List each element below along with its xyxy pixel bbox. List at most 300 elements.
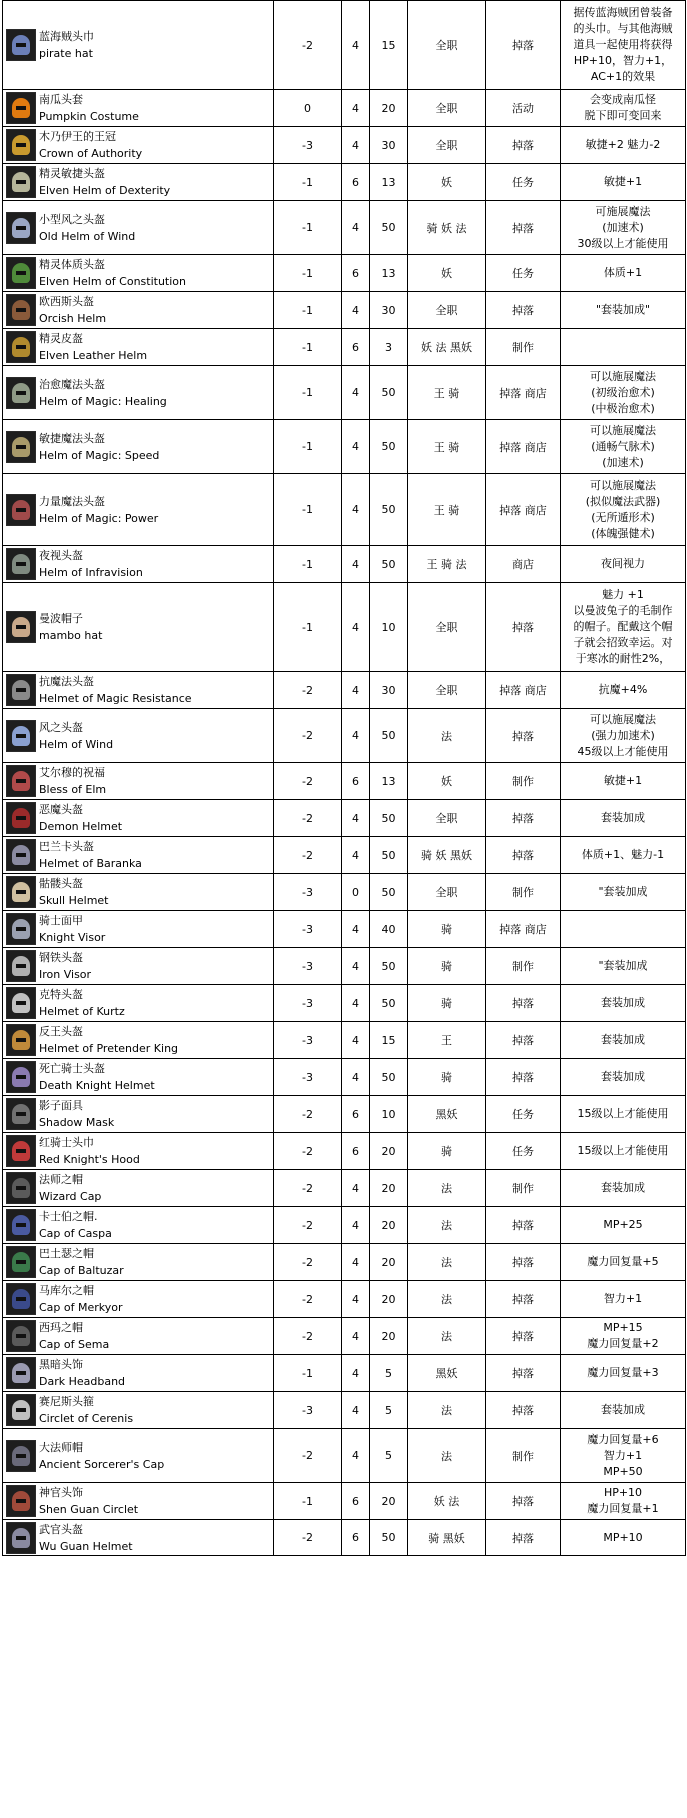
item-level-cell: 50 [370, 874, 408, 911]
item-class-cell: 骑 [408, 985, 486, 1022]
item-class-cell: 法 [408, 1281, 486, 1318]
item-value-cell: 4 [342, 366, 370, 420]
item-ac-cell: -1 [274, 474, 342, 546]
item-source-cell: 掉落 [486, 1059, 561, 1096]
effect-line: 敏捷+2 魅力-2 [585, 138, 661, 151]
item-english-name: Helm of Wind [39, 737, 114, 751]
item-class-cell: 法 [408, 1244, 486, 1281]
item-english-name: Elven Helm of Constitution [39, 275, 186, 288]
item-chinese-name: 巴兰卡头盔 [39, 840, 94, 853]
item-effect-cell [561, 1, 686, 90]
table-row [3, 164, 686, 201]
item-name-cell [3, 763, 274, 800]
item-class-cell: 全职 [408, 1, 486, 90]
item-class-cell: 全职 [408, 672, 486, 709]
item-english-name: Elven Helm of Dexterity [39, 184, 171, 197]
effect-line: MP+15 [603, 1321, 643, 1334]
item-chinese-name: 力量魔法头盔 [39, 494, 105, 508]
item-level-cell: 13 [370, 763, 408, 800]
item-english-name: Orcish Helm [39, 312, 107, 325]
table-row [3, 948, 686, 985]
effect-line: 30级以上才能使用 [577, 236, 669, 250]
item-effect-cell [561, 546, 686, 583]
pirate-hat-icon [6, 29, 36, 61]
item-effect-cell [561, 164, 686, 201]
item-source-cell: 掉落 商店 [486, 672, 561, 709]
item-name-cell [3, 672, 274, 709]
circlet-icon [6, 1394, 36, 1426]
item-ac-cell: -2 [274, 1096, 342, 1133]
item-class-cell: 妖 法 黑妖 [408, 329, 486, 366]
item-ac-cell: -1 [274, 1483, 342, 1520]
item-effect-cell [561, 1392, 686, 1429]
item-english-name: Circlet of Cerenis [39, 1412, 134, 1425]
item-name-cell [3, 1096, 274, 1133]
item-level-cell: 50 [370, 420, 408, 474]
item-chinese-name: 影子面具 [39, 1099, 83, 1112]
table-row [3, 1, 686, 90]
item-effect-cell [561, 911, 686, 948]
item-name-cell [3, 837, 274, 874]
item-value-cell: 4 [342, 911, 370, 948]
item-source-cell: 任务 [486, 1096, 561, 1133]
item-effect-cell [561, 1281, 686, 1318]
table-row [3, 366, 686, 420]
effect-line: AC+1的效果 [590, 70, 656, 83]
item-ac-cell: -3 [274, 1022, 342, 1059]
item-source-cell: 任务 [486, 164, 561, 201]
effect-line: 夜间视力 [601, 557, 645, 570]
effect-line: 抗魔+4% [598, 683, 648, 696]
orcish-helm-icon [6, 294, 36, 326]
table-row [3, 874, 686, 911]
item-value-cell: 6 [342, 1483, 370, 1520]
item-english-name: Cap of Baltuzar [39, 1264, 124, 1277]
item-effect-cell [561, 1429, 686, 1483]
item-value-cell: 4 [342, 1392, 370, 1429]
item-class-cell: 骑 妖 法 [408, 201, 486, 255]
item-source-cell: 掉落 [486, 1392, 561, 1429]
item-name-cell [3, 90, 274, 127]
table-row [3, 1483, 686, 1520]
item-source-cell: 掉落 [486, 1355, 561, 1392]
item-value-cell: 6 [342, 164, 370, 201]
item-chinese-name: 骑士面甲 [39, 914, 83, 927]
item-class-cell: 骑 黑妖 [408, 1520, 486, 1556]
effect-line: 据传蓝海贼团曾装备 [573, 6, 673, 19]
item-class-cell: 全职 [408, 583, 486, 672]
item-name-cell [3, 1355, 274, 1392]
kurtz-helm-icon [6, 987, 36, 1019]
item-chinese-name: 卡士伯之帽. [39, 1210, 98, 1223]
resistance-helm-icon [6, 674, 36, 706]
item-name-cell [3, 366, 274, 420]
item-ac-cell: -1 [274, 1355, 342, 1392]
item-class-cell: 全职 [408, 874, 486, 911]
elven-helm-icon [6, 257, 36, 289]
item-chinese-name: 木乃伊王的王冠 [39, 130, 116, 143]
effect-line: HP+10，智力+1， [573, 54, 673, 67]
item-source-cell: 商店 [486, 546, 561, 583]
pumpkin-icon [6, 92, 36, 124]
item-value-cell: 4 [342, 1281, 370, 1318]
item-class-cell: 骑 [408, 911, 486, 948]
effect-line: 敏捷+1 [603, 175, 643, 188]
item-class-cell: 王 骑 法 [408, 546, 486, 583]
item-class-cell: 全职 [408, 127, 486, 164]
item-english-name: Crown of Authority [39, 147, 143, 160]
item-name-cell [3, 474, 274, 546]
demon-helm-icon [6, 802, 36, 834]
effect-line: (加速术) [602, 220, 644, 234]
item-level-cell: 3 [370, 329, 408, 366]
effect-line: 的头巾。与其他海贼 [573, 22, 673, 35]
item-name-cell [3, 1022, 274, 1059]
item-english-name: Shen Guan Circlet [39, 1503, 139, 1516]
item-english-name: Red Knight's Hood [39, 1153, 140, 1166]
table-row [3, 1318, 686, 1355]
table-row [3, 1022, 686, 1059]
item-effect-cell [561, 709, 686, 763]
item-value-cell: 4 [342, 1355, 370, 1392]
item-level-cell: 15 [370, 1022, 408, 1059]
effect-line: 子就会招致幸运。对 [573, 636, 673, 649]
effect-line: 可以施展魔法 [590, 423, 656, 437]
item-ac-cell: -2 [274, 763, 342, 800]
item-level-cell: 50 [370, 837, 408, 874]
table-row [3, 800, 686, 837]
item-effect-cell [561, 1207, 686, 1244]
baltuzar-cap-icon [6, 1246, 36, 1278]
item-source-cell: 掉落 [486, 800, 561, 837]
item-ac-cell: -1 [274, 201, 342, 255]
effect-line: 可以施展魔法 [590, 478, 656, 492]
death-knight-helm-icon [6, 1061, 36, 1093]
item-chinese-name: 风之头盔 [39, 720, 83, 734]
effect-line: 智力+1 [603, 1292, 643, 1305]
item-source-cell: 掉落 [486, 1281, 561, 1318]
item-ac-cell: -1 [274, 329, 342, 366]
table-row [3, 709, 686, 763]
item-level-cell: 5 [370, 1392, 408, 1429]
item-level-cell: 20 [370, 1244, 408, 1281]
item-level-cell: 50 [370, 800, 408, 837]
effect-line: HP+10 [603, 1486, 643, 1499]
item-effect-cell [561, 948, 686, 985]
item-level-cell: 10 [370, 583, 408, 672]
item-chinese-name: 欧西斯头盔 [39, 295, 94, 308]
item-name-cell [3, 201, 274, 255]
item-name-cell [3, 127, 274, 164]
wu-guan-helm-icon [6, 1522, 36, 1554]
item-class-cell: 全职 [408, 90, 486, 127]
item-value-cell: 4 [342, 292, 370, 329]
item-chinese-name: 夜视头盔 [39, 549, 83, 562]
effect-line: 智力+1 [603, 1448, 643, 1462]
effect-line: 套装加成 [601, 1403, 645, 1416]
item-chinese-name: 敏捷魔法头盔 [39, 431, 105, 445]
red-hood-icon [6, 1135, 36, 1167]
effect-line: (初级治愈术) [591, 385, 655, 399]
item-name-cell [3, 800, 274, 837]
item-english-name: Wu Guan Helmet [39, 1539, 133, 1553]
item-chinese-name: 武官头盔 [39, 1522, 83, 1536]
effect-line: 于寒冰的耐性2%， [575, 652, 671, 665]
effect-line: 可施展魔法 [595, 204, 651, 218]
item-source-cell: 掉落 [486, 1244, 561, 1281]
item-ac-cell: 0 [274, 90, 342, 127]
item-ac-cell: -2 [274, 1207, 342, 1244]
table-row [3, 1355, 686, 1392]
item-class-cell: 黑妖 [408, 1096, 486, 1133]
item-name-cell [3, 709, 274, 763]
item-english-name: Elven Leather Helm [39, 349, 148, 362]
item-class-cell: 王 [408, 1022, 486, 1059]
item-source-cell: 掉落 [486, 985, 561, 1022]
item-ac-cell: -3 [274, 874, 342, 911]
item-effect-cell [561, 985, 686, 1022]
item-source-cell: 掉落 [486, 709, 561, 763]
effect-line: 可以施展魔法 [590, 712, 656, 726]
item-chinese-name: 红骑士头巾 [39, 1136, 94, 1149]
item-chinese-name: 蓝海贼头巾 [39, 30, 94, 43]
item-name-cell [3, 1281, 274, 1318]
iron-visor-icon [6, 950, 36, 982]
item-level-cell: 40 [370, 911, 408, 948]
item-english-name: Helm of Infravision [39, 566, 143, 579]
item-value-cell: 4 [342, 837, 370, 874]
item-chinese-name: 西玛之帽 [39, 1321, 83, 1334]
item-name-cell [3, 420, 274, 474]
item-effect-cell [561, 1520, 686, 1556]
item-ac-cell: -2 [274, 837, 342, 874]
item-value-cell: 6 [342, 1096, 370, 1133]
item-ac-cell: -2 [274, 1281, 342, 1318]
item-value-cell: 6 [342, 255, 370, 292]
elven-helm-icon [6, 166, 36, 198]
item-chinese-name: 精灵体质头盔 [39, 258, 105, 271]
item-english-name: Wizard Cap [39, 1190, 102, 1203]
item-chinese-name: 小型风之头盔 [39, 212, 105, 226]
item-name-cell [3, 329, 274, 366]
item-level-cell: 50 [370, 948, 408, 985]
item-value-cell: 4 [342, 474, 370, 546]
item-value-cell: 4 [342, 800, 370, 837]
item-chinese-name: 马库尔之帽 [39, 1284, 94, 1297]
effect-line: 道具一起使用将获得 [573, 38, 673, 51]
item-name-cell [3, 1429, 274, 1483]
item-english-name: Iron Visor [39, 968, 92, 981]
item-name-cell [3, 255, 274, 292]
item-ac-cell: -1 [274, 366, 342, 420]
item-ac-cell: -2 [274, 1133, 342, 1170]
item-english-name: Skull Helmet [39, 894, 109, 907]
effect-line: 套装加成 [601, 1181, 645, 1194]
effect-line: MP+25 [603, 1218, 643, 1231]
item-ac-cell: -1 [274, 164, 342, 201]
crown-icon [6, 129, 36, 161]
item-chinese-name: 曼波帽子 [39, 612, 83, 625]
item-value-cell: 4 [342, 1059, 370, 1096]
item-ac-cell: -1 [274, 420, 342, 474]
effect-line: (加速术) [602, 455, 644, 469]
shadow-mask-icon [6, 1098, 36, 1130]
item-source-cell: 掉落 [486, 1483, 561, 1520]
table-row [3, 985, 686, 1022]
item-class-cell: 骑 [408, 948, 486, 985]
item-name-cell [3, 164, 274, 201]
item-name-cell [3, 1244, 274, 1281]
item-source-cell: 掉落 [486, 583, 561, 672]
item-value-cell: 4 [342, 1318, 370, 1355]
item-ac-cell: -2 [274, 800, 342, 837]
item-source-cell: 活动 [486, 90, 561, 127]
item-chinese-name: 骷髅头盔 [39, 877, 83, 890]
item-class-cell: 王 骑 [408, 366, 486, 420]
item-ac-cell: -3 [274, 985, 342, 1022]
item-name-cell [3, 1059, 274, 1096]
item-level-cell: 20 [370, 1170, 408, 1207]
item-source-cell: 掉落 [486, 127, 561, 164]
item-class-cell: 黑妖 [408, 1355, 486, 1392]
item-value-cell: 4 [342, 201, 370, 255]
effect-line: 的帽子。配戴这个帽 [573, 620, 673, 633]
item-english-name: Cap of Sema [39, 1338, 110, 1351]
item-class-cell: 法 [408, 1392, 486, 1429]
item-effect-cell [561, 583, 686, 672]
item-class-cell: 法 [408, 709, 486, 763]
effect-line: 魅力 +1 [602, 588, 644, 601]
item-class-cell: 全职 [408, 292, 486, 329]
table-row [3, 201, 686, 255]
item-ac-cell: -3 [274, 948, 342, 985]
item-english-name: Dark Headband [39, 1375, 126, 1388]
item-ac-cell: -1 [274, 583, 342, 672]
item-level-cell: 5 [370, 1355, 408, 1392]
item-effect-cell [561, 1318, 686, 1355]
effect-line: "套装加成" [595, 303, 651, 316]
leather-helm-icon [6, 331, 36, 363]
effect-line: 可以施展魔法 [590, 369, 656, 383]
item-name-cell [3, 546, 274, 583]
item-chinese-name: 精灵敏捷头盔 [39, 167, 105, 180]
item-english-name: Pumpkin Costume [39, 110, 139, 123]
item-ac-cell: -2 [274, 672, 342, 709]
effect-line: 魔力回复量+5 [587, 1255, 659, 1268]
baranka-helm-icon [6, 839, 36, 871]
pretender-helm-icon [6, 1024, 36, 1056]
item-effect-cell [561, 874, 686, 911]
item-name-cell [3, 1, 274, 90]
item-class-cell: 妖 [408, 164, 486, 201]
wind-helm-icon [6, 720, 36, 752]
effect-line: 魔力回复量+3 [587, 1366, 659, 1379]
item-level-cell: 20 [370, 1318, 408, 1355]
table-row [3, 1096, 686, 1133]
item-effect-cell [561, 292, 686, 329]
item-chinese-name: 神官头饰 [39, 1486, 83, 1499]
effect-line: 魔力回复量+6 [587, 1432, 659, 1446]
item-value-cell: 4 [342, 672, 370, 709]
magic-helm-icon [6, 431, 36, 463]
item-level-cell: 20 [370, 1207, 408, 1244]
item-source-cell: 掉落 [486, 1520, 561, 1556]
item-level-cell: 20 [370, 1281, 408, 1318]
item-effect-cell [561, 255, 686, 292]
item-english-name: Bless of Elm [39, 783, 107, 796]
item-ac-cell: -2 [274, 1429, 342, 1483]
item-effect-cell [561, 201, 686, 255]
item-chinese-name: 赛尼斯头箍 [39, 1395, 94, 1408]
item-effect-cell [561, 1096, 686, 1133]
effect-line: "套装加成 [598, 885, 648, 898]
table-row [3, 1244, 686, 1281]
item-source-cell: 制作 [486, 763, 561, 800]
item-value-cell: 4 [342, 127, 370, 164]
item-class-cell: 王 骑 [408, 420, 486, 474]
item-english-name: Death Knight Helmet [39, 1079, 155, 1092]
item-effect-cell [561, 672, 686, 709]
item-effect-cell [561, 329, 686, 366]
item-level-cell: 50 [370, 1059, 408, 1096]
item-name-cell [3, 1392, 274, 1429]
item-chinese-name: 精灵皮盔 [39, 332, 83, 345]
item-source-cell: 掉落 商店 [486, 474, 561, 546]
item-class-cell: 全职 [408, 800, 486, 837]
item-chinese-name: 法师之帽 [39, 1173, 83, 1186]
sema-cap-icon [6, 1320, 36, 1352]
item-chinese-name: 艾尔穆的祝福 [39, 766, 105, 779]
item-level-cell: 50 [370, 1520, 408, 1556]
shen-guan-circlet-icon [6, 1485, 36, 1517]
item-english-name: Knight Visor [39, 931, 106, 944]
mambo-hat-icon [6, 611, 36, 643]
item-source-cell: 任务 [486, 1133, 561, 1170]
effect-line: (拟似魔法武器) [585, 494, 661, 508]
item-value-cell: 4 [342, 1170, 370, 1207]
table-row [3, 763, 686, 800]
item-level-cell: 5 [370, 1429, 408, 1483]
item-level-cell: 30 [370, 672, 408, 709]
item-english-name: Helmet of Pretender King [39, 1042, 179, 1055]
item-source-cell: 掉落 商店 [486, 911, 561, 948]
table-row [3, 837, 686, 874]
item-value-cell: 4 [342, 1244, 370, 1281]
effect-line: (体魄强健术) [591, 526, 655, 540]
item-ac-cell: -3 [274, 1392, 342, 1429]
item-chinese-name: 反王头盔 [39, 1025, 83, 1038]
item-source-cell: 掉落 [486, 837, 561, 874]
item-class-cell: 骑 [408, 1059, 486, 1096]
item-value-cell: 6 [342, 329, 370, 366]
item-value-cell: 4 [342, 90, 370, 127]
item-ac-cell: -3 [274, 911, 342, 948]
item-level-cell: 15 [370, 1, 408, 90]
item-chinese-name: 黑暗头饰 [39, 1358, 83, 1371]
item-source-cell: 制作 [486, 948, 561, 985]
item-name-cell [3, 911, 274, 948]
item-level-cell: 50 [370, 546, 408, 583]
item-class-cell: 法 [408, 1170, 486, 1207]
table-row [3, 420, 686, 474]
item-effect-cell [561, 1355, 686, 1392]
item-name-cell [3, 1318, 274, 1355]
table-row [3, 329, 686, 366]
item-source-cell: 掉落 [486, 292, 561, 329]
table-row [3, 1170, 686, 1207]
item-source-cell: 掉落 [486, 1, 561, 90]
merkyor-cap-icon [6, 1283, 36, 1315]
